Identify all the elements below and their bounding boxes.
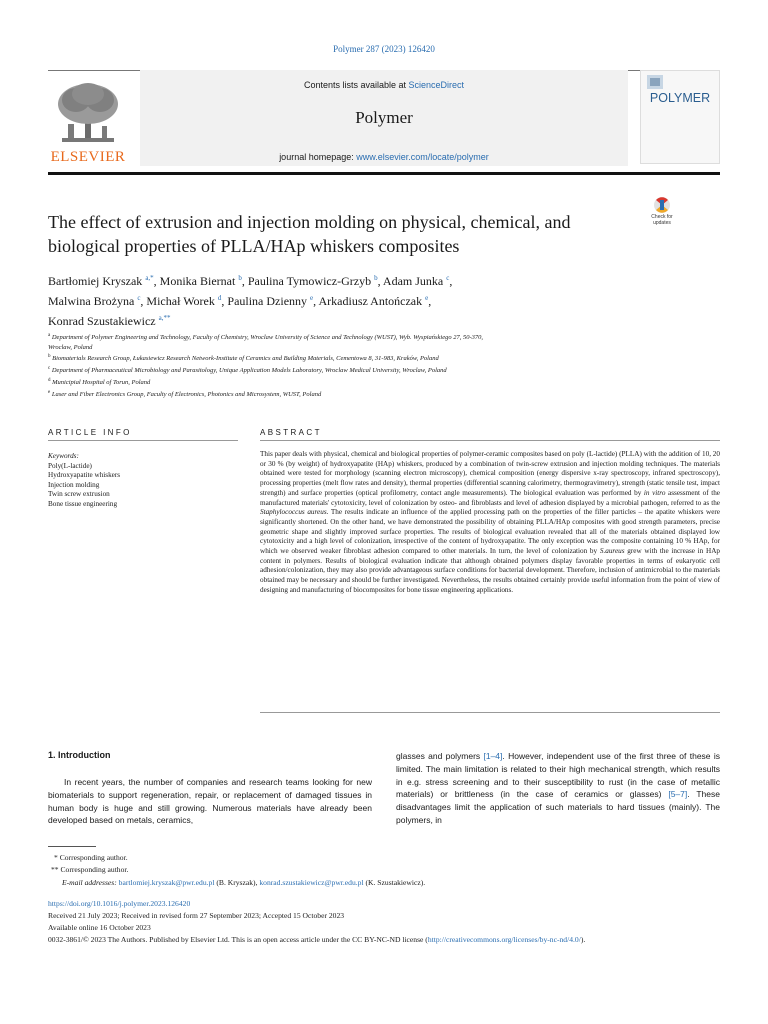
cover-badge-icon [647, 75, 663, 89]
contents-prefix: Contents lists available at [303, 80, 409, 90]
affiliation: $^d$ Municipial Hospital of Torun, Poland [48, 377, 151, 386]
keywords-label: Keywords: [48, 452, 79, 460]
affiliations [48, 331, 708, 399]
affiliation: $^a$ Department of Polymer Engineering and Technology, Faculty of Chemistry, Wroclaw University of Science and Technology (WUST), Wyb. Wyspiańskiego 27, 50-370, [48, 333, 484, 342]
author[interactable]: Monika Biernat $^b$ [159, 274, 242, 288]
affiliation: $^e$ Laser and Fiber Electronics Group, Faculty of Electronics, Photonics and Microsystem, WUST, Poland [48, 389, 322, 398]
introduction-left-column: In recent years, the number of companies and research teams looking for new biomaterials to support regeneration, repair, or replacement of damaged tissues in human body is huge and still growing. Numerous materials have already been developed based on metals, ceramics, [48, 777, 372, 826]
reference-link[interactable]: [5–7] [668, 789, 688, 800]
author[interactable]: Arkadiusz Antończak $^e$ [318, 294, 429, 308]
crossmark-label [646, 214, 678, 226]
journal-title: Polymer [355, 108, 413, 127]
doi-link[interactable]: https://doi.org/10.1016/j.polymer.2023.126420 [48, 899, 191, 908]
keywords-block [48, 452, 238, 510]
crossmark-label-2: updates [653, 220, 671, 226]
keyword: Poly(L-lactide) [48, 461, 92, 470]
abstract-text: This paper deals with physical, chemical and biological properties of polymer-ceramic composites based on poly (L-lactide) (PLLA) with the addition of 10, 20 or 30 % (by weight) of hydroxyapatite (HAp) whiskers, produced by a combination of twin-screw extrusion and injection molding techniques. The materials obtained were tested for morphology (scanning electron microscopy), chemical composition (energy dispersive x-ray spectroscopy, infrared spectroscopy), processing properties (melt flow rates and density), thermal properties (differential scanning calorimetry, thermogravimetry), strength (static tensile test, impact strength) and surface properties (optical profilometry, contact angle measurements). The biological evaluation was performed by in vitro assessment of the manufactured materials' cytotoxicity, level of colonization by osteo- and fibroblasts and level of adhesion displayed by a microbial pathogen, referred to as the Staphylococcus aureus. The results indicate an influence of the applied processing path on the properties of the filler particles – the apatite whiskers were significantly shortened. On the other hand, we have demonstrated the possibility of obtaining PLLA/HAp composites with good strength parameters, precise geometric shape and slightly improved surface properties. The results of biological evaluation revealed that all of the materials obtained displayed low cytotoxicity and a high level of colonization, irrespective of the content of hydroxyapatite. The only exception was the composite containing 10 % HAp, for which we observed weaker fibroblast adhesion compared to other materials. In turn, the level of colonization by S.aureus grew with the increase in HAp content in polymers. Results of biological evaluation indicate that although obtained polymers display favorable properties in terms of eukaryotic cell adhesion/colonization, they may also provide advantageous surface conditions for bacterial development. Therefore, inclusion of antimicrobial to the materials obtained may be necessary and should be further investigated. Nevertheless, the results obtained certainly provide useful information from the point of view of designing and manufacturing of biocomposites for bone tissue engineering applications. [260, 450, 720, 594]
journal-cover-thumbnail[interactable] [640, 70, 720, 164]
title-line-2: biological properties of PLLA/HAp whiskers composites [48, 236, 460, 256]
article-title [48, 210, 628, 258]
author[interactable]: Malwina Brożyna $^c$ [48, 294, 141, 308]
email-addresses: E-mail addresses: bartlomiej.kryszak@pwr.edu.pl (B. Kryszak), konrad.szustakiewicz@pwr.edu.pl (K. Szustakiewicz). [62, 878, 426, 887]
affiliation: $^b$ Biomaterials Research Group, Łukasiewicz Research Network-Institute of Ceramics and Building Materials, Cementowa 8, 31-983, Kraków, Poland [48, 354, 439, 363]
corresponding-author-2: ** Corresponding author. [51, 865, 129, 874]
keyword: Twin screw extrusion [48, 490, 110, 499]
abstract-heading: ABSTRACT [260, 428, 322, 437]
elsevier-logo[interactable] [48, 80, 128, 166]
email-link[interactable]: konrad.szustakiewicz@pwr.edu.pl [259, 878, 364, 887]
corresponding-author-1: * Corresponding author. [54, 853, 128, 862]
homepage-prefix: journal homepage: [279, 152, 357, 162]
article-info-rule [48, 440, 238, 441]
keyword: Injection molding [48, 480, 100, 489]
elsevier-wordmark: ELSEVIER [50, 149, 126, 165]
abstract-rule [260, 440, 720, 441]
footnote-rule [48, 846, 96, 847]
author-list: Bartłomiej Kryszak $^{a,*}$, Monika Biernat $^b$, Paulina Tymowicz-Grzyb $^b$, Adam Junka $^c$, Malwina Brożyna $^c$, Michał Worek $^d$, Paulina Dzienny $^e$, Arkadiusz Antończak $^e$, Konrad Szustakiewicz $^{a,**}$ [48, 274, 453, 328]
license-statement: 0032-3861/© 2023 The Authors. Published by Elsevier Ltd. This is an open access article under the CC BY-NC-ND license (http://creativecommons.org/licenses/by-nc-nd/4.0/). [48, 935, 586, 944]
reference-link[interactable]: [1–4] [483, 751, 503, 761]
crossmark-icon [646, 196, 678, 214]
abstract-bottom-rule [260, 712, 720, 713]
author[interactable]: Adam Junka $^c$ [382, 274, 450, 288]
article-info-heading: ARTICLE INFO [48, 428, 132, 437]
homepage-line [140, 152, 628, 162]
crossmark-label-1: Check for [651, 214, 673, 220]
elsevier-tree-icon [48, 80, 128, 146]
contents-line [140, 80, 628, 90]
homepage-link[interactable]: www.elsevier.com/locate/polymer [356, 152, 489, 162]
author[interactable]: Paulina Dzienny $^e$ [227, 294, 314, 308]
available-online: Available online 16 October 2023 [48, 923, 151, 932]
author[interactable]: Paulina Tymowicz-Grzyb $^b$ [247, 274, 378, 288]
masthead-bottom-rule [48, 172, 720, 175]
affiliation: $^c$ Department of Pharmaceutical Microbiology and Parasitology, Unique Application Models Laboratory, Wroclaw Medical University, Wroclaw, Poland [48, 366, 447, 375]
author[interactable]: Konrad Szustakiewicz $^{a,**}$ [48, 314, 171, 328]
license-link[interactable]: http://creativecommons.org/licenses/by-nc-nd/4.0/ [427, 935, 581, 944]
sciencedirect-link[interactable]: ScienceDirect [408, 80, 465, 90]
introduction-right-column: glasses and polymers [1–4]. However, independent use of the first three of these is limited. The main limitation is related to their high mechanical strength, which results in e.g. stress screening and to their susceptibility to rust (in the case of metallic materials) or brittleness (in the case of ceramics or glasses) [5–7]. These disadvantages limit the application of such materials to hard tissues (mainly). The polymers, in [396, 751, 720, 825]
keyword: Bone tissue engineering [48, 499, 118, 508]
check-for-updates-badge[interactable] [646, 196, 678, 232]
keyword: Hydroxyapatite whiskers [48, 471, 121, 480]
introduction-heading: 1. Introduction [48, 750, 111, 760]
journal-reference[interactable]: Polymer 287 (2023) 126420 [333, 44, 435, 54]
author[interactable]: Bartłomiej Kryszak $^{a,*}$ [48, 274, 154, 288]
cover-title: POLYMER [649, 91, 711, 105]
received-dates: Received 21 July 2023; Received in revised form 27 September 2023; Accepted 15 October 2023 [48, 911, 345, 920]
email-link[interactable]: bartlomiej.kryszak@pwr.edu.pl [118, 878, 215, 887]
title-line-1: The effect of extrusion and injection molding on physical, chemical, and [48, 212, 571, 232]
affiliation: Wroclaw, Poland [48, 343, 93, 351]
author[interactable]: Michał Worek $^d$ [146, 294, 222, 308]
